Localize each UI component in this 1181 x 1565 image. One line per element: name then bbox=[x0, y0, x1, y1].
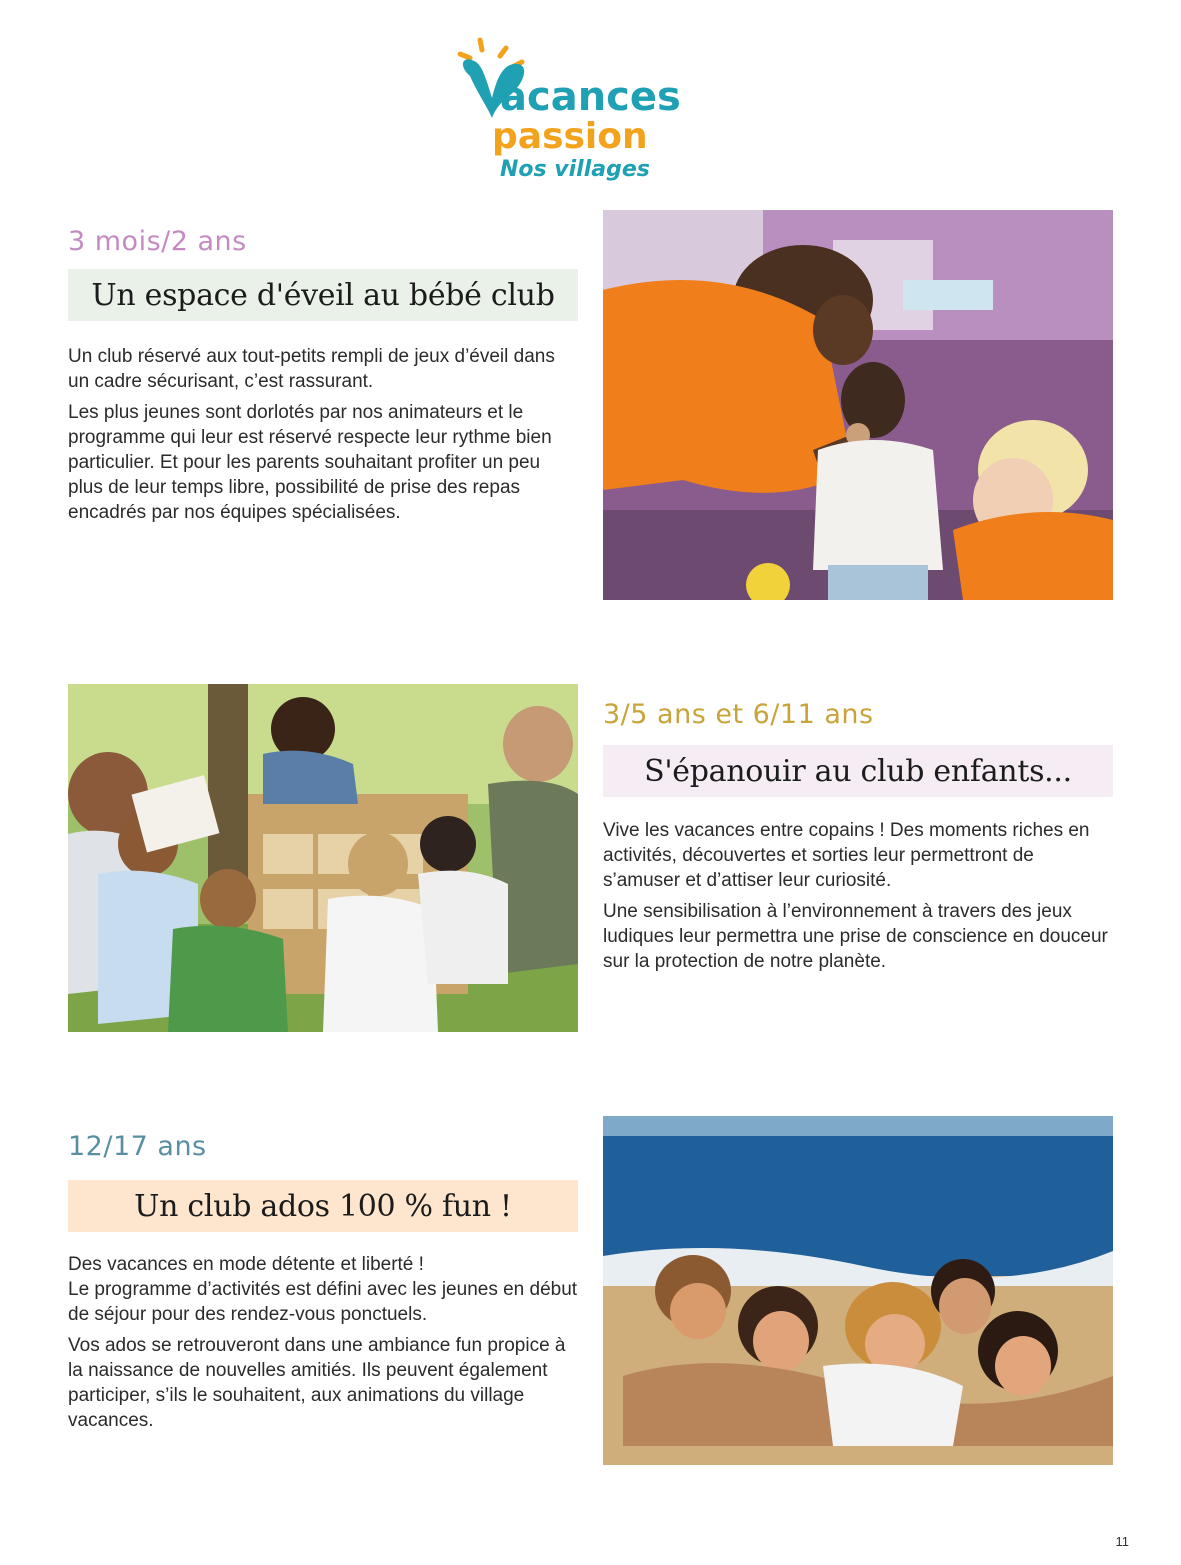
section-body-kids bbox=[603, 818, 1113, 980]
photo-baby-club bbox=[603, 210, 1113, 600]
section-banner-baby bbox=[68, 269, 578, 321]
photo-kids-club bbox=[68, 684, 578, 1032]
paragraph: Un club réservé aux tout-petits rempli de jeux d’éveil dans un cadre sécurisant, c’est rassurant. bbox=[68, 346, 555, 392]
vacances-passion-logo bbox=[448, 36, 708, 186]
section-body-baby bbox=[68, 344, 578, 531]
page-number: 11 bbox=[1115, 1534, 1129, 1549]
age-label-baby: 3 mois/2 ans bbox=[68, 226, 247, 257]
paragraph: Vos ados se retrouveront dans une ambiance fun propice à la naissance de nouvelles amitiés. Ils peuvent également participer, s’ils le souhaitent, aux animations du village vacances. bbox=[68, 1335, 566, 1431]
photo-teens-beach bbox=[603, 1116, 1113, 1465]
age-label-kids: 3/5 ans et 6/11 ans bbox=[603, 699, 874, 730]
logo-line-nos-villages: Nos villages bbox=[500, 157, 650, 182]
paragraph: Des vacances en mode détente et liberté ! Le programme d’activités est défini avec les jeunes en début de séjour pour des rendez-vous ponctuels. bbox=[68, 1254, 578, 1325]
paragraph: Vive les vacances entre copains ! Des moments riches en activités, découvertes et sorties leur permettront de s’amuser et d’attiser leur curiosité. bbox=[603, 820, 1090, 891]
logo-line-vacances: acances bbox=[500, 74, 681, 120]
section-banner-kids bbox=[603, 745, 1113, 797]
logo-line-passion: passion bbox=[492, 116, 648, 157]
paragraph: Une sensibilisation à l’environnement à travers des jeux ludiques leur permettra une prise de conscience en douceur sur la protection de notre planète. bbox=[603, 901, 1108, 972]
age-label-teens: 12/17 ans bbox=[68, 1131, 207, 1162]
paragraph: Les plus jeunes sont dorlotés par nos animateurs et le programme qui leur est réservé respecte leur rythme bien particulier. Et pour les parents souhaitant profiter un peu plus de leur temps libre, possibilité de prise des repas encadrés par nos équipes spécialisées. bbox=[68, 402, 552, 523]
section-title-teens: Un club ados 100 % fun ! bbox=[134, 1188, 512, 1224]
section-banner-teens bbox=[68, 1180, 578, 1232]
section-title-baby: Un espace d'éveil au bébé club bbox=[91, 277, 555, 313]
section-title-kids: S'épanouir au club enfants... bbox=[644, 753, 1072, 789]
section-body-teens bbox=[68, 1252, 578, 1439]
